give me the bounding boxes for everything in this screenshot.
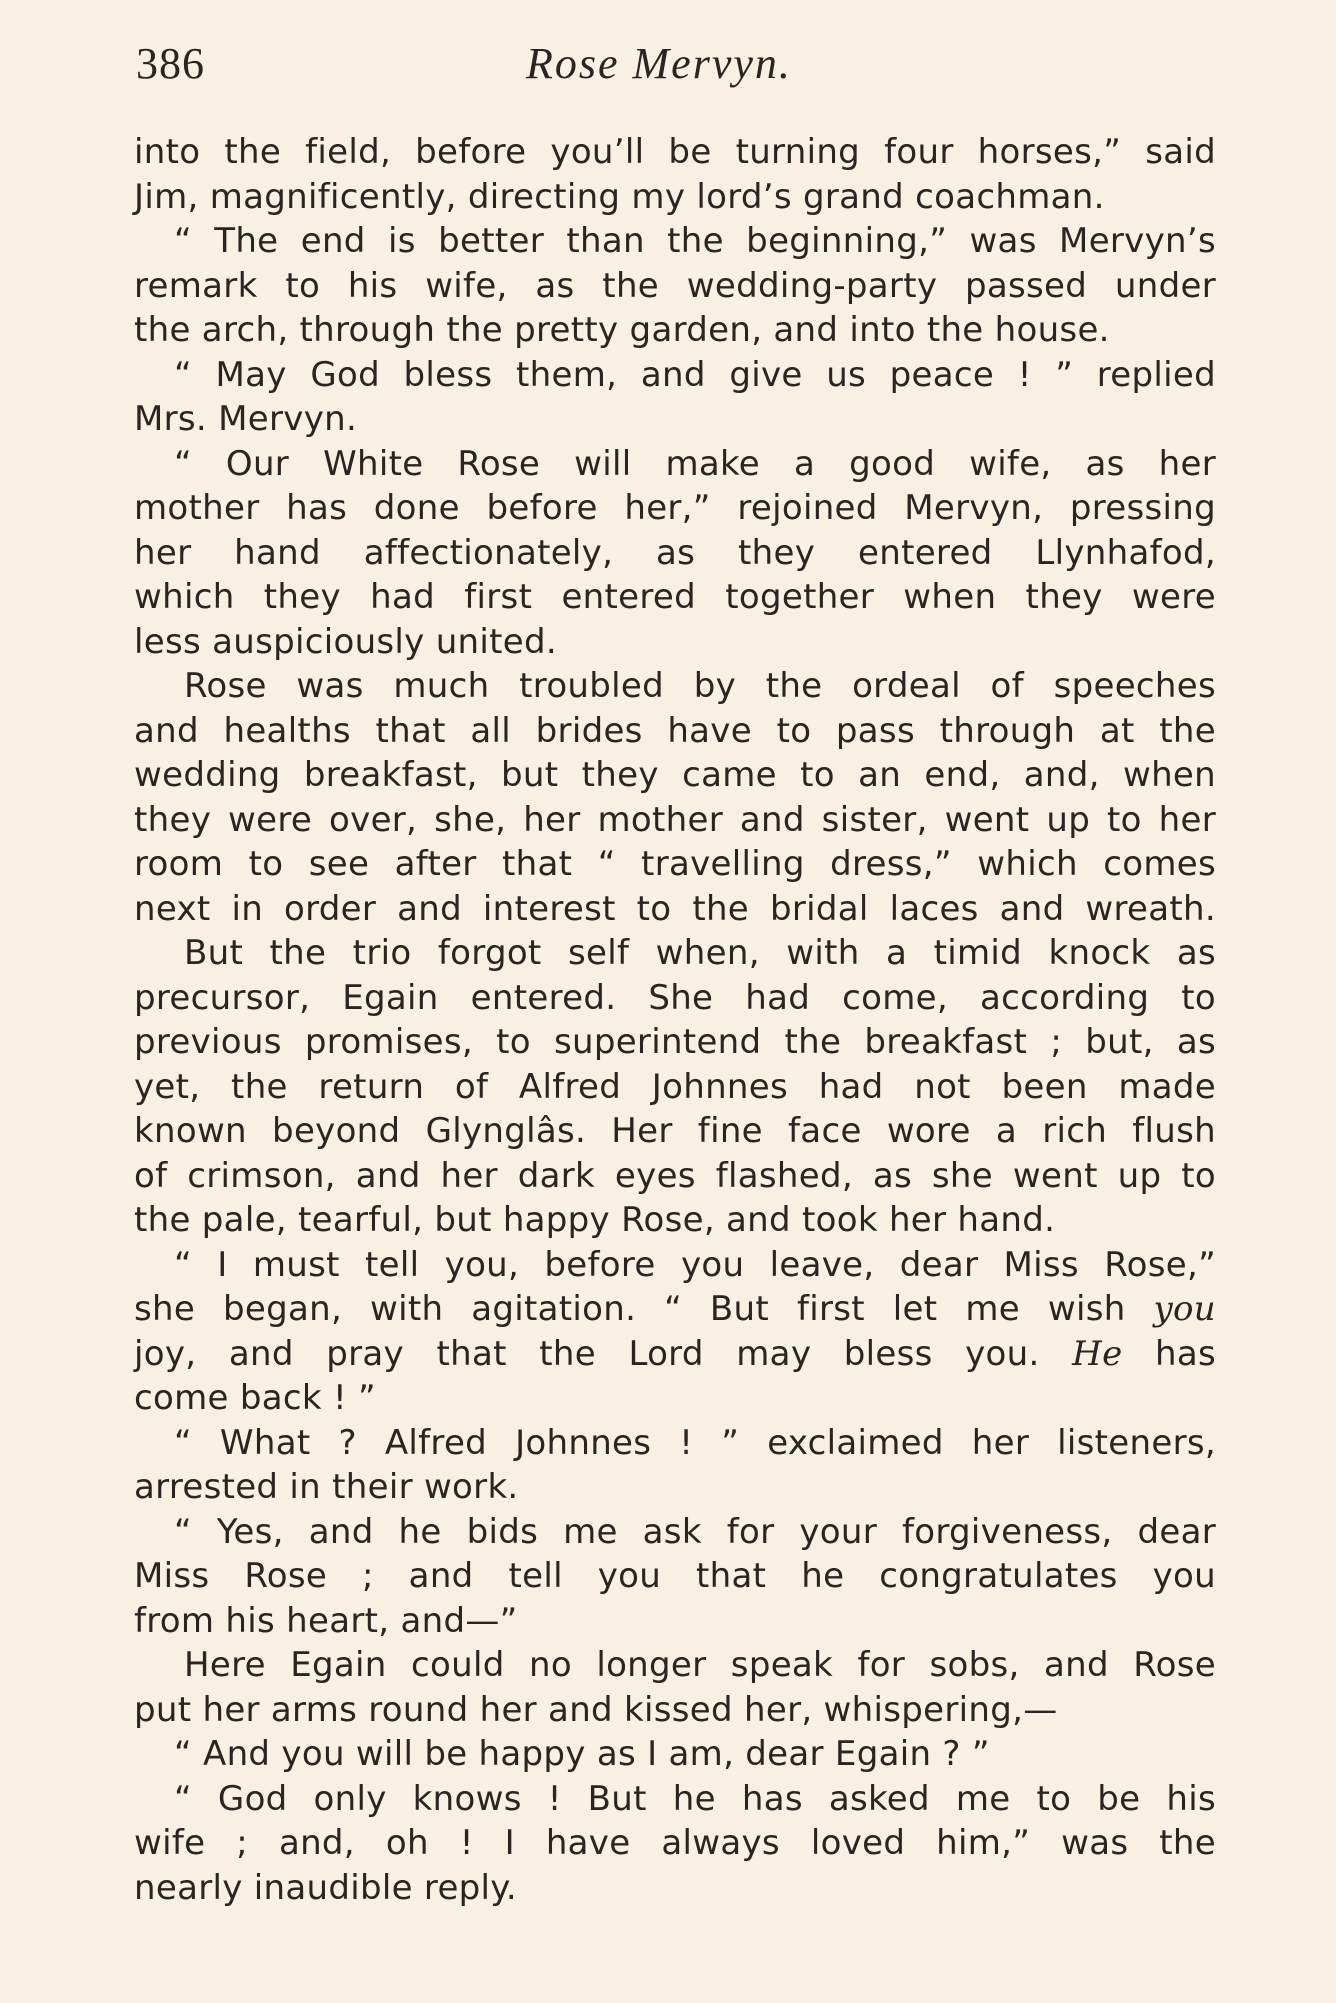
text-line: Mrs. Mervyn. [134,399,358,439]
text-line: come back ! ” [134,1378,376,1418]
text-segment: has [1155,1333,1217,1374]
page-header [136,38,1216,98]
text-line: “ What ? Alfred Johnnes ! ” exclaimed her listeners, [174,1422,1216,1463]
text-line: Here Egain could no longer speak for sobs, and Rose [184,1645,1216,1685]
text-line: next in order and interest to the bridal laces and wreath. [134,888,1216,929]
body-text [134,130,1216,1910]
text-line: “ And you will be happy as I am, dear Egain ? ” [174,1734,990,1774]
text-line: arrested in their work. [134,1467,519,1507]
text-line: “ The end is better than the beginning,” was Mervyn’s [174,221,1216,261]
text-line: into the field, before you’ll be turning four horses,” said [134,132,1216,172]
text-line: known beyond Glynglâs. Her fine face wore a rich flush [134,1111,1216,1151]
text-line: mother has done before her,” rejoined Mervyn, pressing [134,488,1216,528]
text-line: they were over, she, her mother and sister, went up to her [134,799,1216,840]
text-line: the pale, tearful, but happy Rose, and took her hand. [134,1200,1056,1240]
text-line: precursor, Egain entered. She had come, according to [134,977,1216,1018]
text-line: her hand affectionately, as they entered Llynhafod, [134,532,1216,573]
text-line: Miss Rose ; and tell you that he congratulates you [134,1556,1216,1596]
text-line: “ Yes, and he bids me ask for your forgiveness, dear [174,1511,1216,1552]
text-line: nearly inaudible reply. [134,1867,517,1908]
text-line: “ May God bless them, and give us peace ! ” replied [174,354,1216,395]
page-number: 386 [136,39,205,88]
running-head: Rose Mervyn. [526,39,792,88]
italic-word: He [1072,1333,1123,1374]
text-line: But the trio forgot self when, with a timid knock as [184,933,1216,973]
text-segment: joy, and pray that the Lord may bless you. [134,1333,1040,1374]
italic-word: you [1153,1289,1216,1329]
text-segment: she began, with agitation. “ But first let me wish [134,1289,1126,1329]
text-line: less auspiciously united. [134,621,557,662]
text-line: wife ; and, oh ! I have always loved him,” was the [134,1823,1216,1863]
text-line: Jim, magnificently, directing my lord’s grand coachman. [134,176,1105,217]
text-line: of crimson, and her dark eyes flashed, as she went up to [134,1155,1216,1196]
text-line [134,1287,1216,1332]
text-line [134,1332,1216,1377]
text-line: yet, the return of Alfred Johnnes had not been made [134,1066,1216,1107]
text-line: Rose was much troubled by the ordeal of speeches [184,666,1216,706]
text-line: “ I must tell you, before you leave, dear Miss Rose,” [174,1244,1216,1285]
text-line: “ Our White Rose will make a good wife, as her [174,443,1216,484]
text-line: put her arms round her and kissed her, whispering,— [134,1689,1058,1730]
text-line: room to see after that “ travelling dress,” which comes [134,844,1216,884]
text-line: from his heart, and—” [134,1600,518,1641]
text-line: and healths that all brides have to pass through at the [134,710,1216,751]
text-line: “ God only knows ! But he has asked me to be his [174,1778,1216,1819]
text-line: remark to his wife, as the wedding-party passed under [134,265,1216,306]
text-line: which they had first entered together when they were [134,577,1216,617]
text-line: the arch, through the pretty garden, and into the house. [134,310,1110,350]
text-line: previous promises, to superintend the breakfast ; but, as [134,1022,1216,1062]
text-line: wedding breakfast, but they came to an end, and, when [134,755,1216,795]
